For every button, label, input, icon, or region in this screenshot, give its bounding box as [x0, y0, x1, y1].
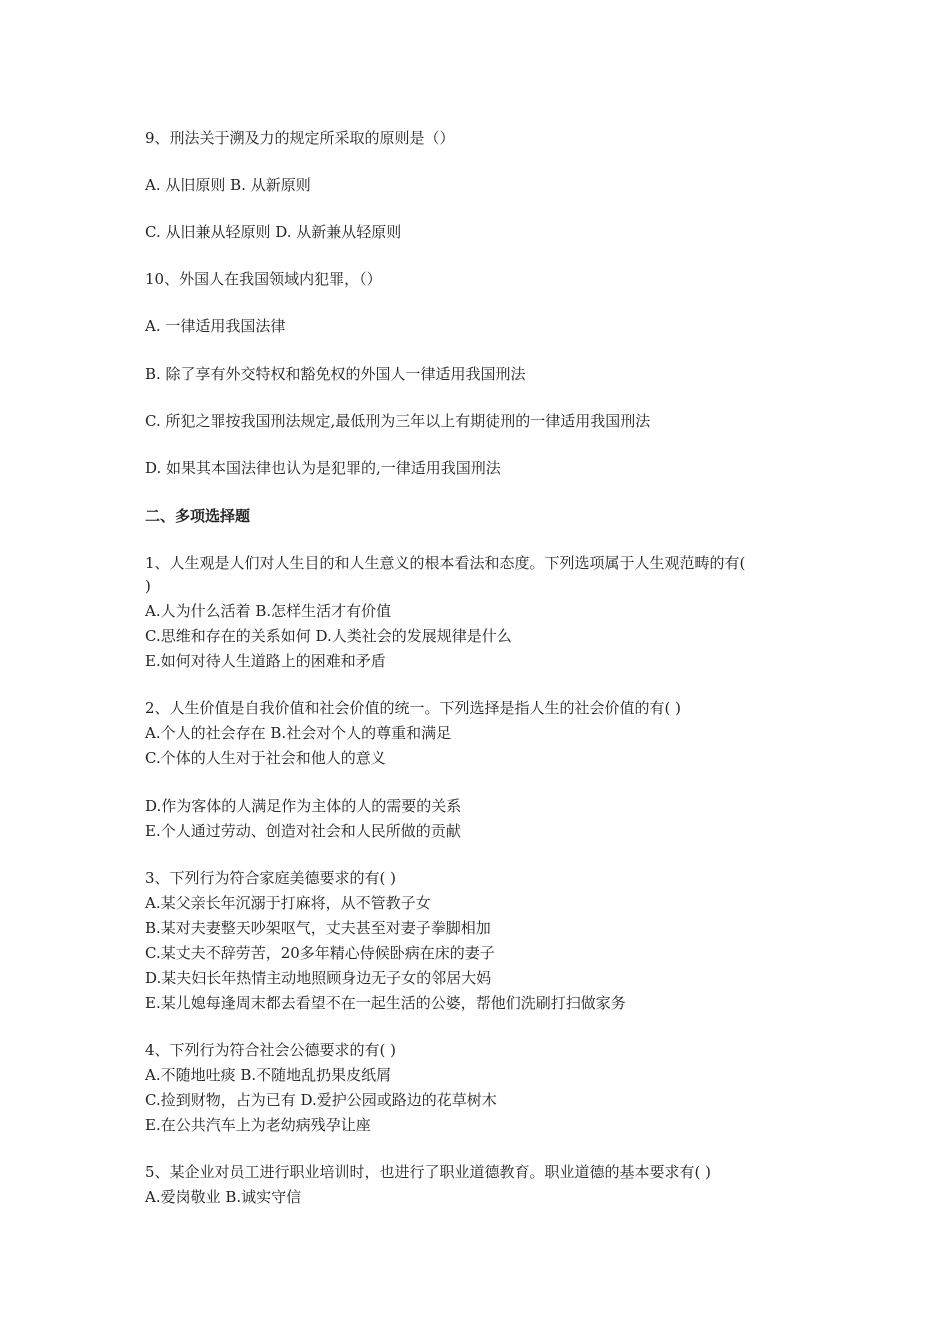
mq3-stem: 3、下列行为符合家庭美德要求的有( )	[145, 869, 397, 887]
question-10-option-c: C. 所犯之罪按我国刑法规定,最低刑为三年以上有期徒刑的一律适用我国刑法	[145, 412, 651, 430]
mq4-option-ab: A.不随地吐痰 B.不随地乱扔果皮纸屑	[145, 1066, 392, 1084]
mq3-option-d: D.某夫妇长年热情主动地照顾身边无子女的邻居大妈	[145, 969, 492, 987]
mq1-option-e: E.如何对待人生道路上的困难和矛盾	[145, 652, 386, 670]
question-9-stem: 9、刑法关于溯及力的规定所采取的原则是（）	[145, 129, 455, 147]
mq5-stem: 5、某企业对员工进行职业培训时，也进行了职业道德教育。职业道德的基本要求有( )	[145, 1163, 712, 1181]
mq2-stem: 2、人生价值是自我价值和社会价值的统一。下列选择是指人生的社会价值的有( )	[145, 699, 682, 717]
mq1-stem: 1、人生观是人们对人生目的和人生意义的根本看法和态度。下列选项属于人生观范畴的有(	[145, 554, 746, 572]
question-10-option-a: A. 一律适用我国法律	[145, 317, 286, 335]
mq5-option-ab: A.爱岗敬业 B.诚实守信	[145, 1188, 302, 1206]
section-heading: 二、多项选择题	[145, 507, 251, 525]
mq4-option-e: E.在公共汽车上为老幼病残孕让座	[145, 1116, 371, 1134]
mq3-option-e: E.某儿媳每逢周末都去看望不在一起生活的公婆，帮他们洗刷打扫做家务	[145, 994, 626, 1012]
question-10-option-d: D. 如果其本国法律也认为是犯罪的,一律适用我国刑法	[145, 459, 501, 477]
mq4-stem: 4、下列行为符合社会公德要求的有( )	[145, 1041, 397, 1059]
mq2-option-e: E.个人通过劳动、创造对社会和人民所做的贡献	[145, 822, 461, 840]
mq3-option-a: A.某父亲长年沉溺于打麻将，从不管教子女	[145, 894, 431, 912]
question-9-option-cd: C. 从旧兼从轻原则 D. 从新兼从轻原则	[145, 223, 402, 241]
mq2-option-ab: A.个人的社会存在 B.社会对个人的尊重和满足	[145, 724, 452, 742]
mq3-option-b: B.某对夫妻整天吵架呕气，丈夫甚至对妻子拳脚相加	[145, 919, 491, 937]
question-10-stem: 10、外国人在我国领域内犯罪，（）	[145, 270, 382, 288]
mq3-option-c: C.某丈夫不辞劳苦，20多年精心侍候卧病在床的妻子	[145, 944, 495, 962]
question-9-option-ab: A. 从旧原则 B. 从新原则	[145, 176, 311, 194]
mq2-option-d: D.作为客体的人满足作为主体的人的需要的关系	[145, 797, 462, 815]
mq1-option-cd: C.思维和存在的关系如何 D.人类社会的发展规律是什么	[145, 627, 512, 645]
mq4-option-cd: C.捡到财物，占为已有 D.爱护公园或路边的花草树木	[145, 1091, 497, 1109]
mq2-option-c: C.个体的人生对于社会和他人的意义	[145, 749, 386, 767]
mq1-option-ab: A.人为什么活着 B.怎样生活才有价值	[145, 602, 392, 620]
question-10-option-b: B. 除了享有外交特权和豁免权的外国人一律适用我国刑法	[145, 365, 526, 383]
mq1-stem-cont: )	[145, 577, 151, 595]
